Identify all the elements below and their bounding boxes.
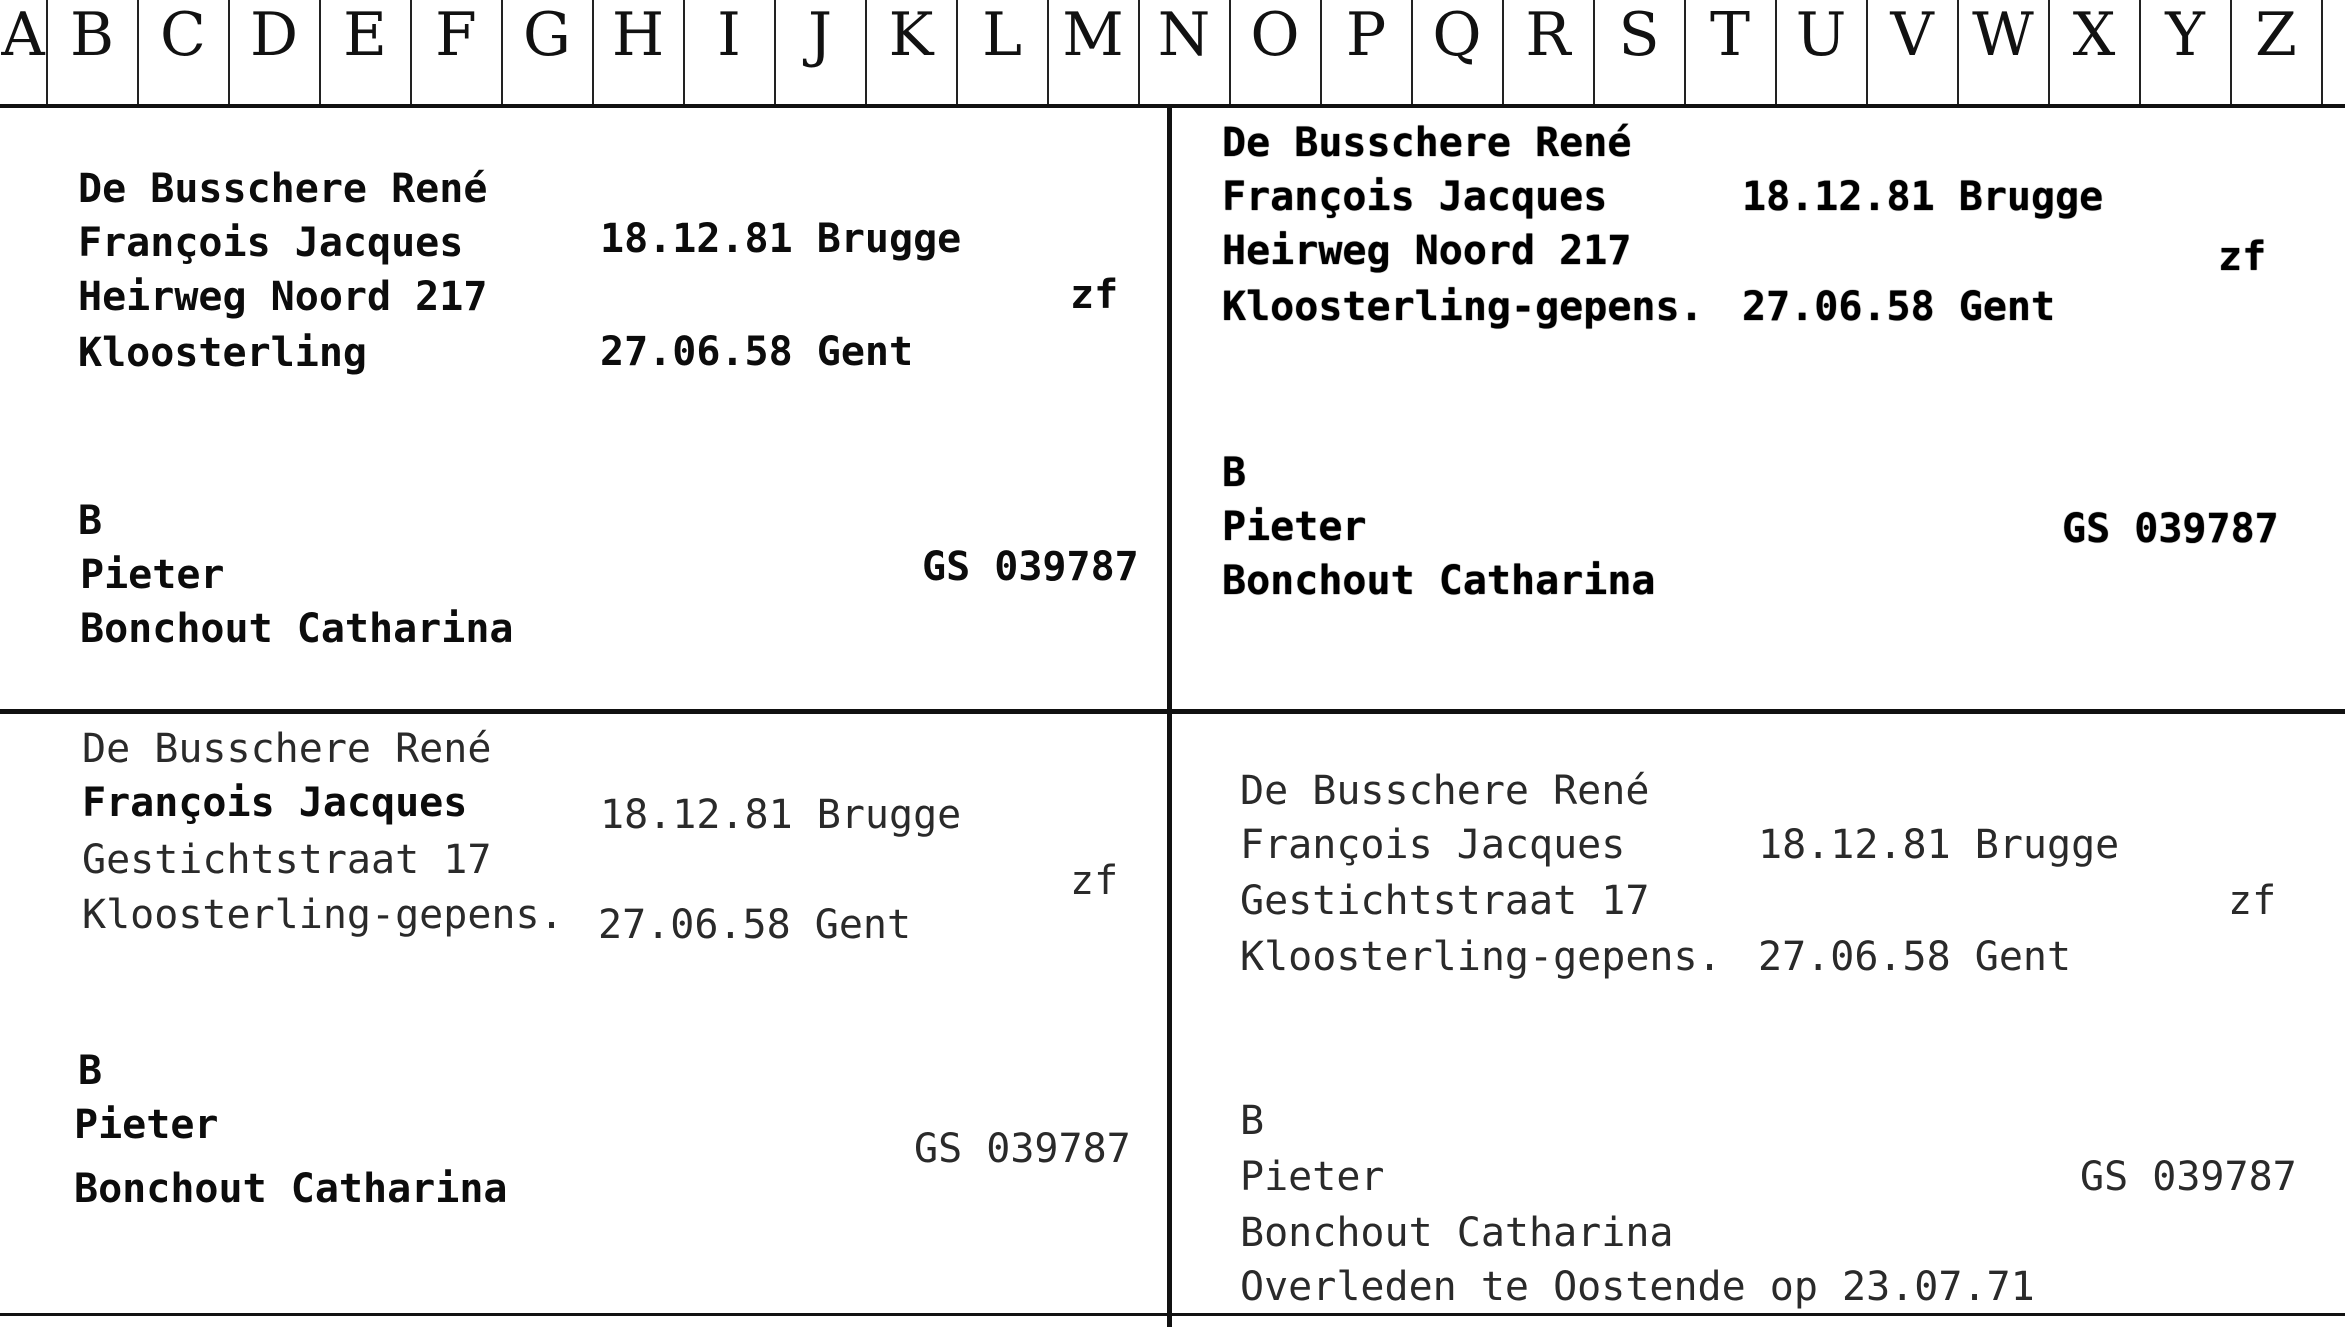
ruler-divider xyxy=(2321,0,2323,104)
card-surname-line: De Busschere René xyxy=(1240,768,1650,814)
ruler-letter-u: U xyxy=(1795,0,1847,70)
card-mother: Bonchout Catharina xyxy=(1240,1210,1674,1256)
ruler-letter-k: K xyxy=(888,0,934,70)
card-occupation: Kloosterling xyxy=(78,330,367,376)
card-death-note: Overleden te Oostende op 23.07.71 xyxy=(1240,1264,2035,1310)
card-birth-date-place: 18.12.81 Brugge xyxy=(600,792,962,838)
ruler-letter-h: H xyxy=(611,0,665,70)
ruler-letter-v: V xyxy=(1890,0,1934,70)
ruler-letter-e: E xyxy=(343,0,387,70)
ruler-letter-g: G xyxy=(523,0,571,70)
ruler-letter-i: I xyxy=(717,0,741,70)
card-given-names: François Jacques xyxy=(1240,822,1626,868)
ruler-letter-o: O xyxy=(1250,0,1300,70)
card-death-date-place: 27.06.58 Gent xyxy=(598,902,912,948)
card-birth-date-place: 18.12.81 Brugge xyxy=(1742,174,2104,220)
ruler-letter-f: F xyxy=(435,0,477,70)
card-mother: Bonchout Catharina xyxy=(74,1166,508,1212)
card-marker: zf xyxy=(2228,878,2277,924)
card-surname-line: De Busschere René xyxy=(82,726,492,772)
card-code: B xyxy=(78,498,103,544)
card-row-divider-right xyxy=(1172,709,2345,714)
card-given-names: François Jacques xyxy=(82,780,468,826)
card-code: B xyxy=(1222,450,1247,496)
ruler-letter-z: Z xyxy=(2255,0,2297,70)
card-address: Heirweg Noord 217 xyxy=(1222,228,1632,274)
card-given-names: François Jacques xyxy=(1222,174,1608,220)
ruler-letter-c: C xyxy=(160,0,206,70)
ruler-letter-a: A xyxy=(1,0,45,70)
card-address: Heirweg Noord 217 xyxy=(78,274,488,320)
card-given-names: François Jacques xyxy=(78,220,464,266)
card-reference-number: GS 039787 xyxy=(922,544,1139,590)
card-code: B xyxy=(78,1048,103,1094)
card-death-date-place: 27.06.58 Gent xyxy=(600,329,914,375)
card-column-divider xyxy=(1167,108,1172,1327)
ruler-letter-y: Y xyxy=(2165,0,2205,70)
card-address: Gestichtstraat 17 xyxy=(1240,878,1650,924)
card-marker: zf xyxy=(1070,858,1119,904)
card-reference-number: GS 039787 xyxy=(914,1126,1131,1172)
ruler-letter-n: N xyxy=(1157,0,1211,70)
card-code: B xyxy=(1240,1098,1265,1144)
card-father: Pieter xyxy=(1222,504,1367,550)
ruler-letter-q: Q xyxy=(1432,0,1482,70)
alphabet-index-ruler xyxy=(0,0,2345,108)
card-occupation: Kloosterling-gepens. xyxy=(1222,284,1704,330)
ruler-letter-p: P xyxy=(1345,0,1387,70)
ruler-letter-r: R xyxy=(1525,0,1571,70)
card-marker: zf xyxy=(1070,272,1119,318)
card-birth-date-place: 18.12.81 Brugge xyxy=(600,216,962,262)
card-death-date-place: 27.06.58 Gent xyxy=(1742,284,2056,330)
card-occupation: Kloosterling-gepens. xyxy=(82,892,564,938)
card-father: Pieter xyxy=(80,552,225,598)
card-occupation: Kloosterling-gepens. xyxy=(1240,934,1722,980)
card-surname-line: De Busschere René xyxy=(1222,120,1632,166)
ruler-letter-x: X xyxy=(2072,0,2116,70)
card-bottom-edge-left xyxy=(0,1313,1167,1316)
ruler-letter-b: B xyxy=(69,0,115,70)
ruler-letter-j: J xyxy=(807,0,833,70)
card-reference-number: GS 039787 xyxy=(2062,506,2279,552)
card-birth-date-place: 18.12.81 Brugge xyxy=(1758,822,2120,868)
card-mother: Bonchout Catharina xyxy=(1222,558,1656,604)
card-surname-line: De Busschere René xyxy=(78,166,488,212)
ruler-letter-m: M xyxy=(1062,0,1124,70)
card-address: Gestichtstraat 17 xyxy=(82,837,492,883)
ruler-letter-d: D xyxy=(249,0,299,70)
card-mother: Bonchout Catharina xyxy=(80,606,514,652)
card-reference-number: GS 039787 xyxy=(2080,1154,2297,1200)
card-father: Pieter xyxy=(74,1102,219,1148)
ruler-letter-s: S xyxy=(1618,0,1660,70)
card-father: Pieter xyxy=(1240,1154,1385,1200)
ruler-letter-t: T xyxy=(1709,0,1751,70)
card-row-divider-left xyxy=(0,709,1167,714)
card-marker: zf xyxy=(2218,234,2267,280)
card-death-date-place: 27.06.58 Gent xyxy=(1758,934,2072,980)
ruler-letter-w: W xyxy=(1972,0,2034,70)
ruler-letter-l: L xyxy=(982,0,1022,70)
